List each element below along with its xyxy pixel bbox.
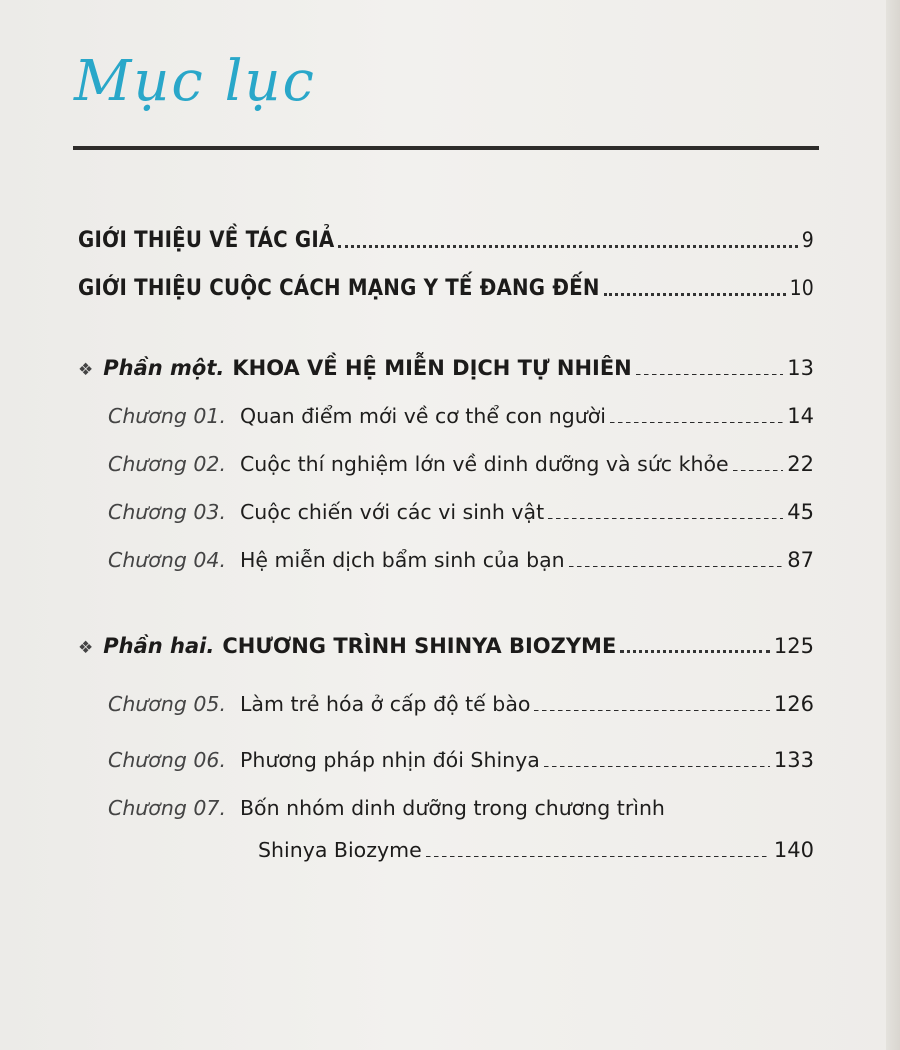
dash-leader xyxy=(610,413,783,423)
page-number: 133 xyxy=(773,748,814,772)
toc-part-one[interactable] xyxy=(78,356,814,380)
page-title: Mục lục xyxy=(74,49,316,114)
chapter-title: Làm trẻ hóa ở cấp độ tế bào xyxy=(239,692,531,716)
page-number: 13 xyxy=(787,356,814,380)
toc-chapter-06[interactable] xyxy=(108,748,814,772)
page-number: 22 xyxy=(787,452,814,476)
dot-leader xyxy=(338,235,797,248)
page-number: 125 xyxy=(773,634,814,658)
dot-leader xyxy=(604,283,786,296)
chapter-title-continued: Shinya Biozyme xyxy=(258,838,422,862)
dash-leader xyxy=(548,509,783,519)
page-number: 45 xyxy=(787,500,814,524)
chapter-label: Chương 06. xyxy=(108,748,226,772)
chapter-title: Quan điểm mới về cơ thể con người xyxy=(239,404,607,428)
chapter-title: Phương pháp nhịn đói Shinya xyxy=(239,748,540,772)
toc-chapter-01[interactable] xyxy=(108,404,814,428)
toc-chapter-04[interactable] xyxy=(108,548,814,572)
page-number: 9 xyxy=(801,228,814,252)
chapter-title: Cuộc thí nghiệm lớn về dinh dưỡng và sức khỏe xyxy=(239,452,729,476)
page-number: 14 xyxy=(787,404,814,428)
chapter-label: Chương 05. xyxy=(108,692,226,716)
page-number: 10 xyxy=(789,276,814,300)
part-label: Phần một. xyxy=(103,356,225,380)
part-label: Phần hai. xyxy=(103,634,215,658)
part-title: CHƯƠNG TRÌNH SHINYA BIOZYME xyxy=(222,634,617,658)
dash-leader xyxy=(636,365,784,375)
title-rule xyxy=(73,146,819,150)
toc-part-two[interactable] xyxy=(78,634,814,658)
entry-title: GIỚI THIỆU VỀ TÁC GIẢ xyxy=(78,228,335,253)
toc-chapter-07[interactable] xyxy=(108,796,814,820)
toc-entry-revolution-intro[interactable] xyxy=(78,276,814,301)
chapter-label: Chương 03. xyxy=(108,500,226,524)
page-number: 140 xyxy=(773,838,814,862)
toc-chapter-02[interactable] xyxy=(108,452,814,476)
dash-leader xyxy=(426,847,770,857)
dash-leader xyxy=(544,757,770,767)
chapter-title: Bốn nhóm dinh dưỡng trong chương trình xyxy=(239,796,665,820)
dash-leader xyxy=(534,701,769,711)
diamond-bullet-icon: ❖ xyxy=(78,360,94,380)
toc-chapter-05[interactable] xyxy=(108,692,814,716)
chapter-label: Chương 02. xyxy=(108,452,226,476)
entry-title: GIỚI THIỆU CUỘC CÁCH MẠNG Y TẾ ĐANG ĐẾN xyxy=(78,276,600,301)
chapter-label: Chương 01. xyxy=(108,404,226,428)
page-number: 126 xyxy=(773,692,814,716)
page-number: 87 xyxy=(787,548,814,572)
dash-leader xyxy=(733,461,784,471)
page-edge xyxy=(886,0,900,1050)
dot-leader xyxy=(620,640,770,653)
toc-chapter-07-continuation[interactable] xyxy=(258,838,814,862)
dash-leader xyxy=(569,557,784,567)
toc-entry-author-intro[interactable] xyxy=(78,228,814,253)
part-title: KHOA VỀ HỆ MIỄN DỊCH TỰ NHIÊN xyxy=(232,356,632,380)
chapter-label: Chương 04. xyxy=(108,548,226,572)
chapter-title: Hệ miễn dịch bẩm sinh của bạn xyxy=(239,548,565,572)
toc-chapter-03[interactable] xyxy=(108,500,814,524)
chapter-title: Cuộc chiến với các vi sinh vật xyxy=(239,500,545,524)
chapter-label: Chương 07. xyxy=(108,796,226,820)
diamond-bullet-icon: ❖ xyxy=(78,638,94,658)
